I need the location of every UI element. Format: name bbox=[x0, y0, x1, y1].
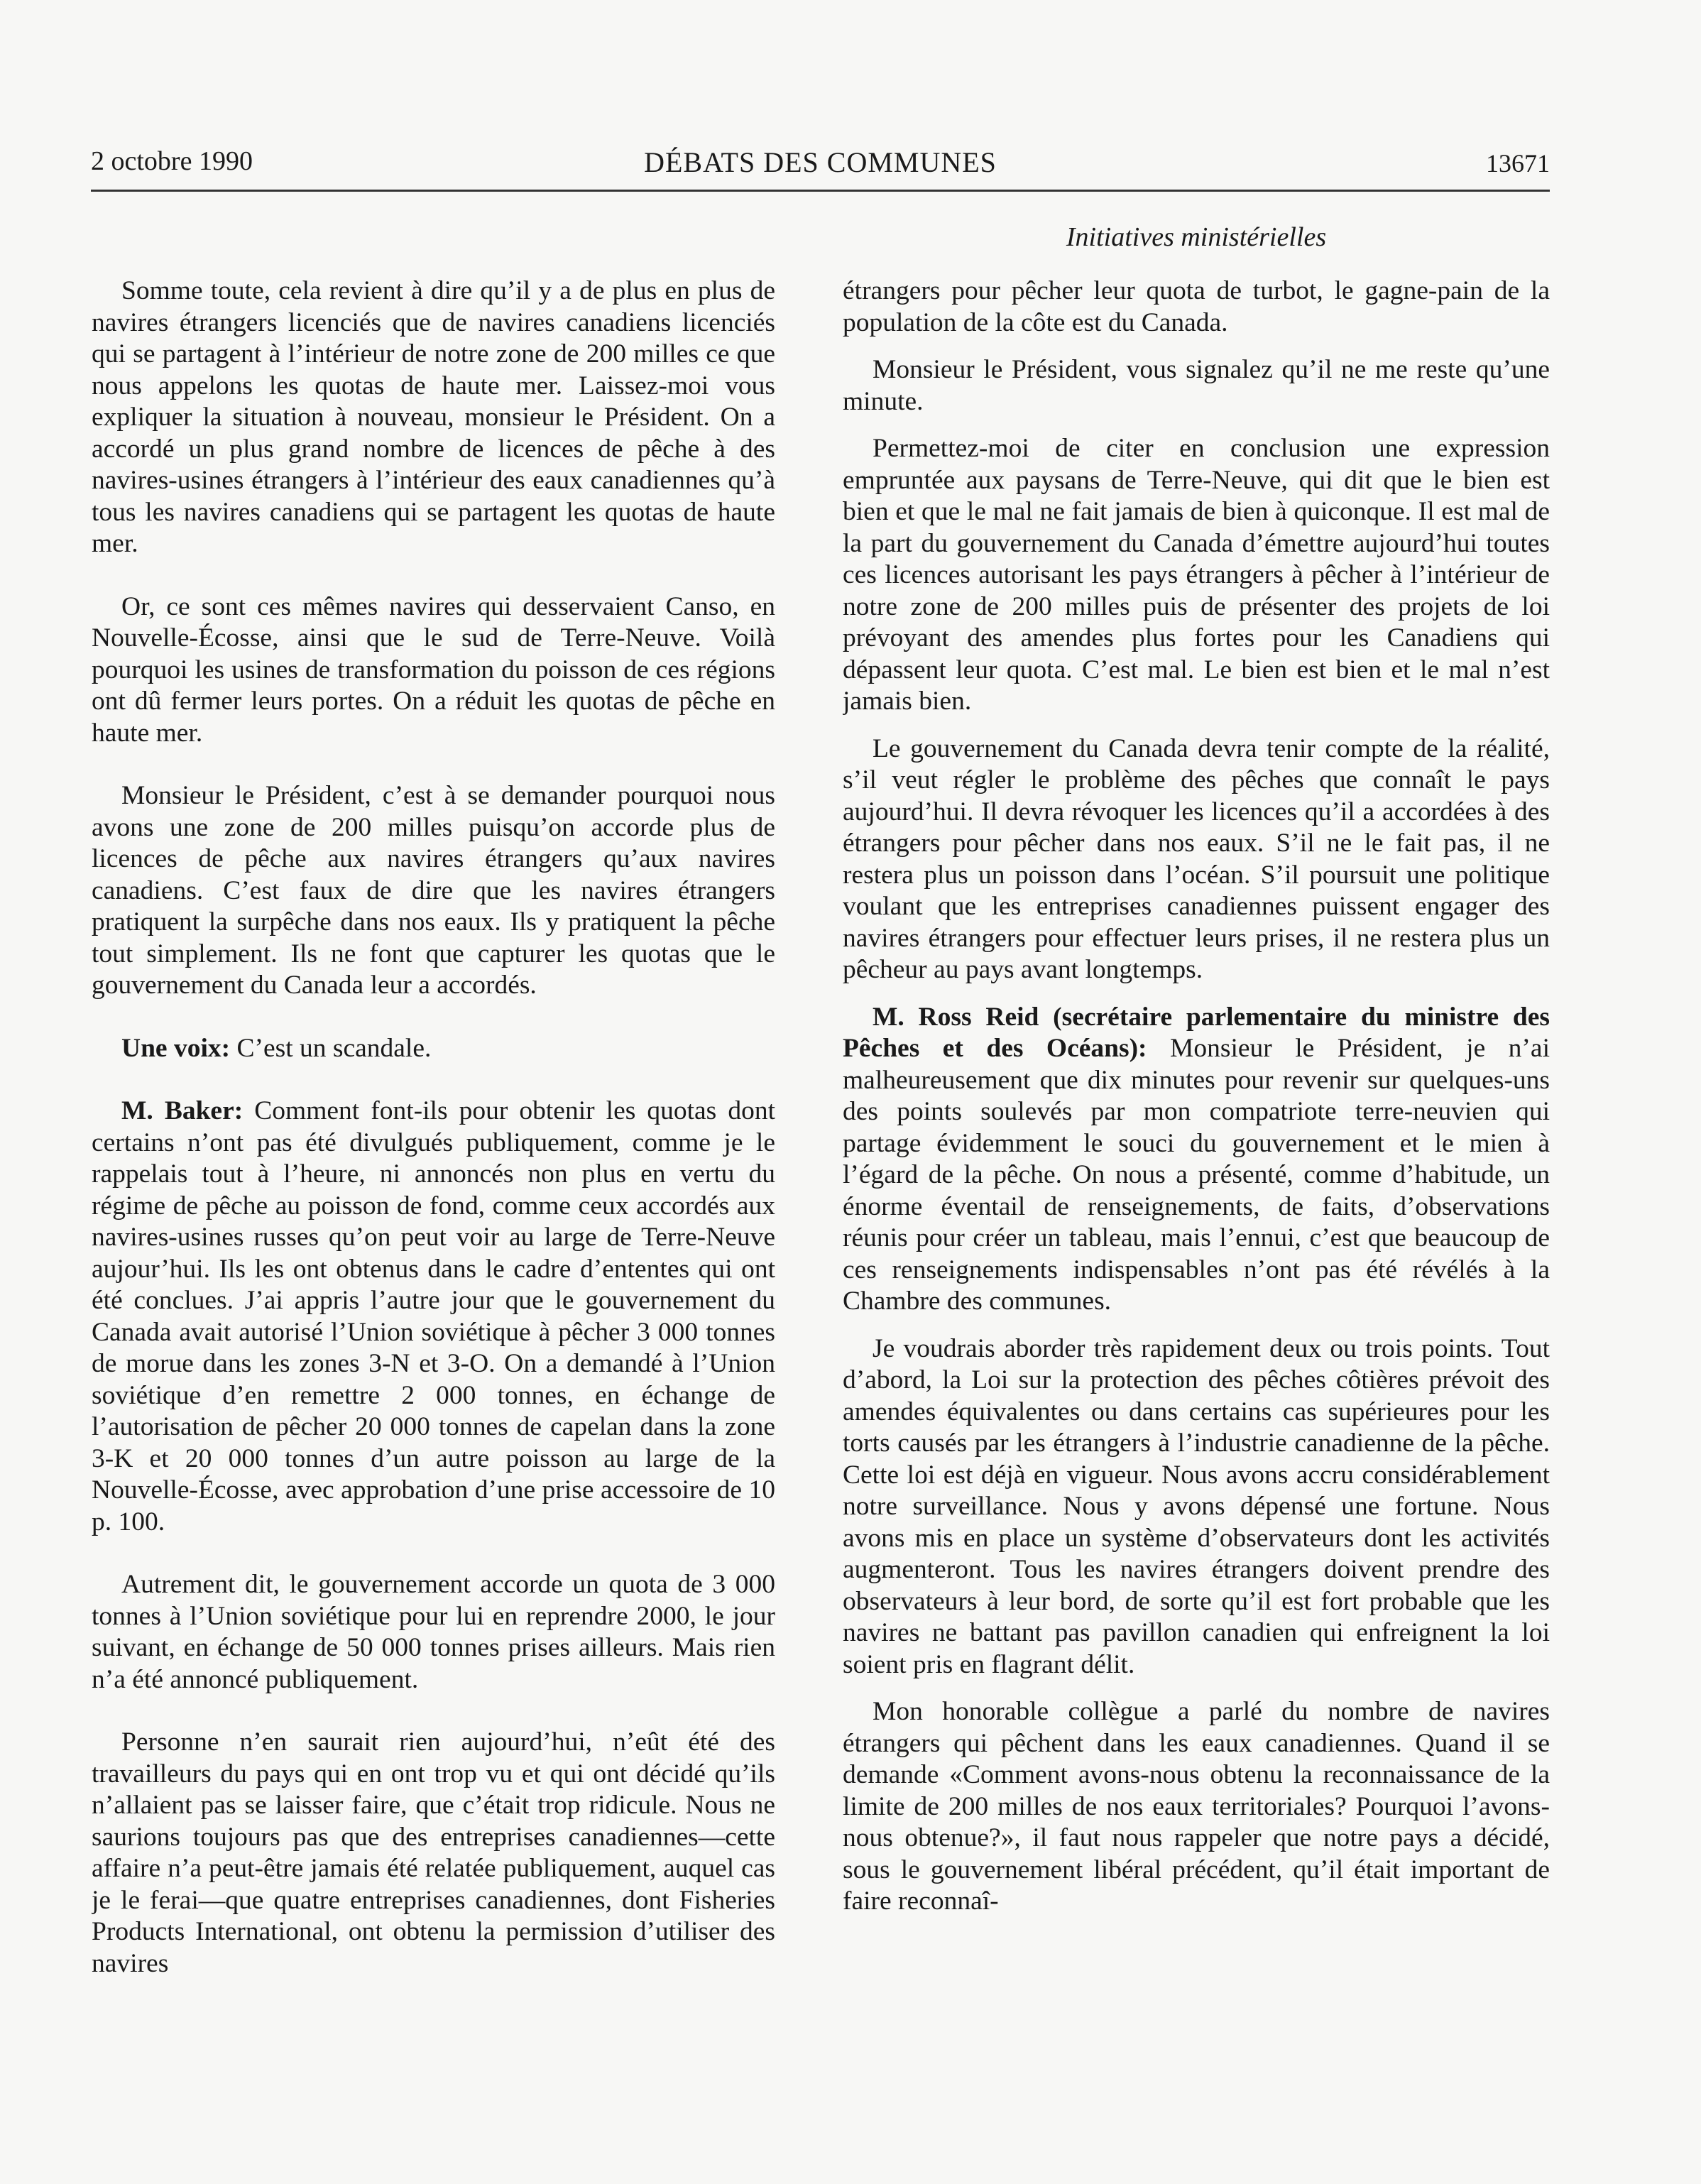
speech-text: Comment font-ils pour obtenir les quotas dont certains n’ont pas été divulgués publiquement, comme je le rappelais tout à l’heure, ni annoncés non plus en vertu du régime de pêche au poisson de fond, comme ceux accordés aux navires-usines russes qu’on peut voir au large de Terre-Neuve aujour’hui. Ils les ont obtenus dans le cadre d’ententes qui ont été conclues. J’ai appris l’autre jour que le gouvernement du Canada avait autorisé l’Union soviétique à pêcher 3 000 tonnes de morue dans les zones 3-N et 3-O. On a demandé à l’Union soviétique d’en remettre 2 000 tonnes, en échange de l’autorisation de pêcher 20 000 tonnes de capelan dans la zone 3-K et 20 000 tonnes d’un autre poisson au large de la Nouvelle-Écosse, avec approbation d’une prise accessoire de 10 p. 100. bbox=[92, 1096, 775, 1536]
header-title: DÉBATS DES COMMUNES bbox=[644, 146, 997, 178]
left-column bbox=[92, 275, 775, 2150]
paragraph: Je voudrais aborder très rapidement deux ou trois points. Tout d’abord, la Loi sur la protection des pêches côtières prévoit des amendes équivalentes ou dans certains cas supérieures pour les torts causés par les étrangers à l’industrie canadienne de la pêche. Cette loi est déjà en vigueur. Nous avons accru considérablement notre surveillance. Nous y avons dépensé une fortune. Nous avons mis en place un système d’observateurs dont les activités augmenteront. Tous les navires étrangers doivent prendre des observateurs à leur bord, de sorte qu’il est fort probable que les navires ne battant pas pavillon canadien qui enfreignent la loi soient pris en flagrant délit. bbox=[843, 1333, 1550, 1679]
paragraph: Autrement dit, le gouvernement accorde un quota de 3 000 tonnes à l’Union soviétique pour lui en reprendre 2000, le jour suivant, en échange de 50 000 tonnes prises ailleurs. Mais rien n’a été annoncé publiquement. bbox=[92, 1570, 775, 1694]
speech-text: C’est un scandale. bbox=[230, 1033, 432, 1063]
paragraph: Le gouvernement du Canada devra tenir compte de la réalité, s’il veut régler le problème des pêches que connaît le pays aujourd’hui. Il devra révoquer les licences qu’il a accordées à des étrangers pour pêcher dans nos eaux. S’il ne le fait pas, il ne restera plus un poisson dans l’océan. S’il poursuit une politique voulant que les entreprises canadiennes puissent engager des navires étrangers pour effectuer leurs prises, il ne restera plus un pêcheur au pays avant longtemps. bbox=[843, 733, 1550, 984]
paragraph: Personne n’en saurait rien aujourd’hui, n’eût été des travailleurs du pays qui en ont trop vu et qui ont décidé qu’ils n’allaient pas se laisser faire, que c’était trop ridicule. Nous ne saurions toujours pas que des entreprises canadiennes—cette affaire n’a peut-être jamais été relatée publiquement, auquel cas je le ferai—que quatre entreprises canadiennes, dont Fisheries Products International, ont obtenu la permission d’utiliser des navires bbox=[92, 1727, 775, 1978]
paragraph: Mon honorable collègue a parlé du nombre de navires étrangers qui pêchent dans les eaux canadiennes. Quand il se demande «Comment avons-nous obtenu la reconnaissance de la limite de 200 milles de nos eaux territoriales? Pourquoi l’avons-nous obtenue?», il faut nous rappeler que notre pays a décidé, sous le gouvernement libéral précédent, qu’il était important de faire reconnaî- bbox=[843, 1697, 1550, 1916]
paragraph: Monsieur le Président, vous signalez qu’il ne me reste qu’une minute. bbox=[843, 355, 1550, 416]
paragraph: Or, ce sont ces mêmes navires qui desservaient Canso, en Nouvelle-Écosse, ainsi que le sud de Terre-Neuve. Voilà pourquoi les usines de transformation du poisson de ces régions ont dû fermer leurs portes. On a réduit les quotas de pêche en haute mer. bbox=[92, 591, 775, 748]
page-header bbox=[91, 146, 1550, 192]
paragraph: Monsieur le Président, c’est à se demander pourquoi nous avons une zone de 200 milles puisqu’on accorde plus de licences de pêche aux navires étrangers qu’aux navires canadiens. C’est faux de dire que les navires étrangers pratiquent la surpêche dans nos eaux. Ils y pratiquent la pêche tout simplement. Ils ne font que capturer les quotas que le gouvernement du Canada leur a accordés. bbox=[92, 781, 775, 1000]
paragraph bbox=[92, 1033, 775, 1065]
paragraph: Permettez-moi de citer en conclusion une expression empruntée aux paysans de Terre-Neuve, qui dit que le bien est bien et que le mal ne fait jamais de bien à quiconque. Il est mal de la part du gouvernement du Canada d’émettre aujourd’hui toutes ces licences autorisant les pays étrangers à pêcher à l’intérieur de notre zone de 200 milles puis de présenter des projets de loi prévoyant des amendes plus fortes pour les Canadiens qui dépassent leur quota. C’est mal. Le bien est bien et le mal n’est jamais bien. bbox=[843, 434, 1550, 716]
section-title: Initiatives ministérielles bbox=[1066, 222, 1327, 252]
paragraph bbox=[843, 1002, 1550, 1318]
paragraph: étrangers pour pêcher leur quota de turbot, le gagne-pain de la population de la côte est du Canada. bbox=[843, 276, 1550, 337]
speaker-name: M. Ross Reid (secrétaire parlementaire du ministre des Pêches et des Océans): bbox=[843, 1002, 1550, 1063]
speaker-name: M. Baker: bbox=[121, 1096, 244, 1125]
speech-text: Monsieur le Président, je n’ai malheureusement que dix minutes pour revenir sur quelques-uns des points soulevés par mon compatriote terre-neuvien qui partage évidemment le souci du gouvernement et le mien à l’égard de la pêche. On nous a présenté, comme d’habitude, un énorme éventail de renseignements, de faits, d’observations réunis pour créer un tableau, mais l’ennui, c’est que beaucoup de ces renseignements indispensables n’ont pas été révélés à la Chambre des communes. bbox=[843, 1034, 1550, 1316]
page-number: 13671 bbox=[1486, 149, 1550, 178]
right-column bbox=[843, 275, 1550, 2150]
paragraph: Somme toute, cela revient à dire qu’il y a de plus en plus de navires étrangers licenciés que de navires canadiens licenciés qui se partagent à l’intérieur de notre zone de 200 milles ce que nous appelons les quotas de haute mer. Laissez-moi vous expliquer la situation à nouveau, monsieur le Président. On a accordé un plus grand nombre de licences de pêche à des navires-usines étrangers à l’intérieur des eaux canadiennes qu’à tous les navires canadiens qui se partagent les quotas de haute mer. bbox=[92, 276, 775, 558]
speaker-name: Une voix: bbox=[121, 1033, 231, 1063]
header-date: 2 octobre 1990 bbox=[91, 146, 253, 176]
paragraph bbox=[92, 1096, 775, 1538]
